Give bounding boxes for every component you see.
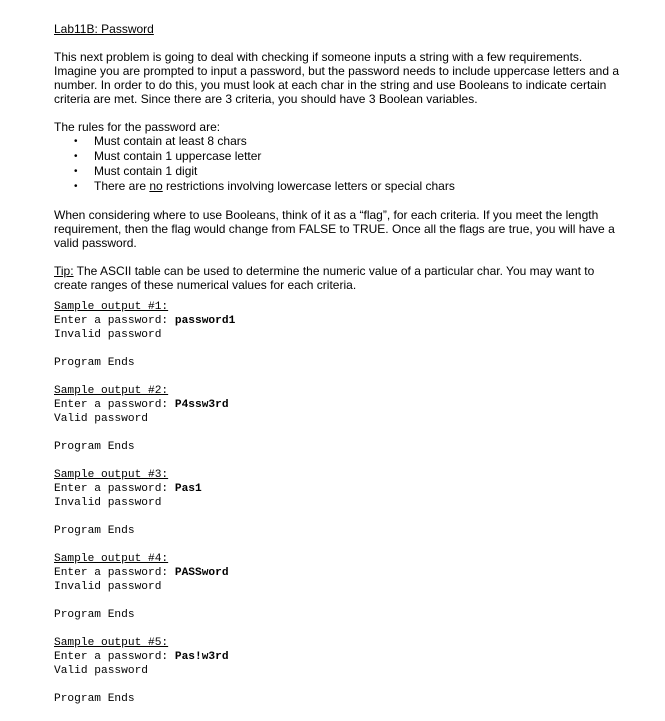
sample-result: Invalid password xyxy=(54,329,162,341)
intro-paragraph: This next problem is going to deal with checking if someone inputs a string with a few requirements. Imagine you are prompted to input a password, but the password needs to include uppercase letters and a number. In order to do this, you must look at each char in the string and use Booleans to indicate certain criteria are met. Since there are 3 criteria, you should have 3 Boolean variables. xyxy=(54,50,620,106)
sample-prompt-line xyxy=(54,566,626,580)
sample-input: Pas1 xyxy=(174,483,202,495)
sample-prompt-line xyxy=(54,650,626,664)
page-title: Lab11B: Password xyxy=(54,22,154,36)
rule-item xyxy=(54,164,626,179)
sample-output xyxy=(54,636,626,706)
bullet-icon: • xyxy=(74,136,78,147)
rule-item xyxy=(54,149,626,164)
sample-prompt-line xyxy=(54,482,626,496)
sample-input: Pas!w3rd xyxy=(174,651,229,663)
sample-result: Valid password xyxy=(54,413,148,425)
sample-output xyxy=(54,552,626,622)
sample-prompt: Enter a password: xyxy=(54,483,175,495)
sample-prompt: Enter a password: xyxy=(54,567,175,579)
rule-text: Must contain at least 8 chars xyxy=(94,134,247,148)
sample-output xyxy=(54,468,626,538)
rule-emphasis: no xyxy=(149,179,163,193)
sample-header: Sample output #5: xyxy=(54,637,169,649)
sample-ends: Program Ends xyxy=(54,357,135,369)
bullet-icon: • xyxy=(74,166,78,177)
rule-text: Must contain 1 digit xyxy=(94,164,198,178)
tip-label: Tip: xyxy=(54,264,74,278)
sample-result: Invalid password xyxy=(54,581,162,593)
rule-text-post: restrictions involving lowercase letters or special chars xyxy=(162,179,455,193)
sample-result: Invalid password xyxy=(54,497,162,509)
sample-result: Valid password xyxy=(54,665,148,677)
sample-output xyxy=(54,300,626,370)
sample-header: Sample output #2: xyxy=(54,385,169,397)
sample-prompt: Enter a password: xyxy=(54,399,175,411)
bullet-icon: • xyxy=(74,181,78,192)
sample-input: PASSword xyxy=(174,567,229,579)
sample-ends: Program Ends xyxy=(54,609,135,621)
sample-input: P4ssw3rd xyxy=(174,399,229,411)
rule-item xyxy=(54,134,626,149)
sample-ends: Program Ends xyxy=(54,441,135,453)
tip-paragraph xyxy=(54,264,626,292)
sample-header: Sample output #1: xyxy=(54,301,169,313)
document-page xyxy=(54,22,626,706)
sample-prompt-line xyxy=(54,398,626,412)
sample-header: Sample output #4: xyxy=(54,553,169,565)
sample-ends: Program Ends xyxy=(54,525,135,537)
tip-text: The ASCII table can be used to determine the numeric value of a particular char. You may want to create ranges of these numerical values for each criteria. xyxy=(54,264,595,292)
sample-prompt-line xyxy=(54,314,626,328)
sample-prompt: Enter a password: xyxy=(54,651,175,663)
sample-header: Sample output #3: xyxy=(54,469,169,481)
rules-list xyxy=(54,134,626,194)
rule-text-pre: There are xyxy=(94,179,150,193)
rules-heading: The rules for the password are: xyxy=(54,120,221,134)
sample-ends: Program Ends xyxy=(54,693,135,705)
sample-input: password1 xyxy=(174,315,236,327)
sample-prompt: Enter a password: xyxy=(54,315,175,327)
rule-item xyxy=(54,179,626,194)
bullet-icon: • xyxy=(74,151,78,162)
rule-text: Must contain 1 uppercase letter xyxy=(94,149,262,163)
sample-outputs xyxy=(54,300,626,706)
sample-output xyxy=(54,384,626,454)
flags-paragraph: When considering where to use Booleans, think of it as a “flag”, for each criteria. If you meet the length requirement, then the flag would change from FALSE to TRUE. Once all the flags are true, you will have a valid password. xyxy=(54,208,615,250)
